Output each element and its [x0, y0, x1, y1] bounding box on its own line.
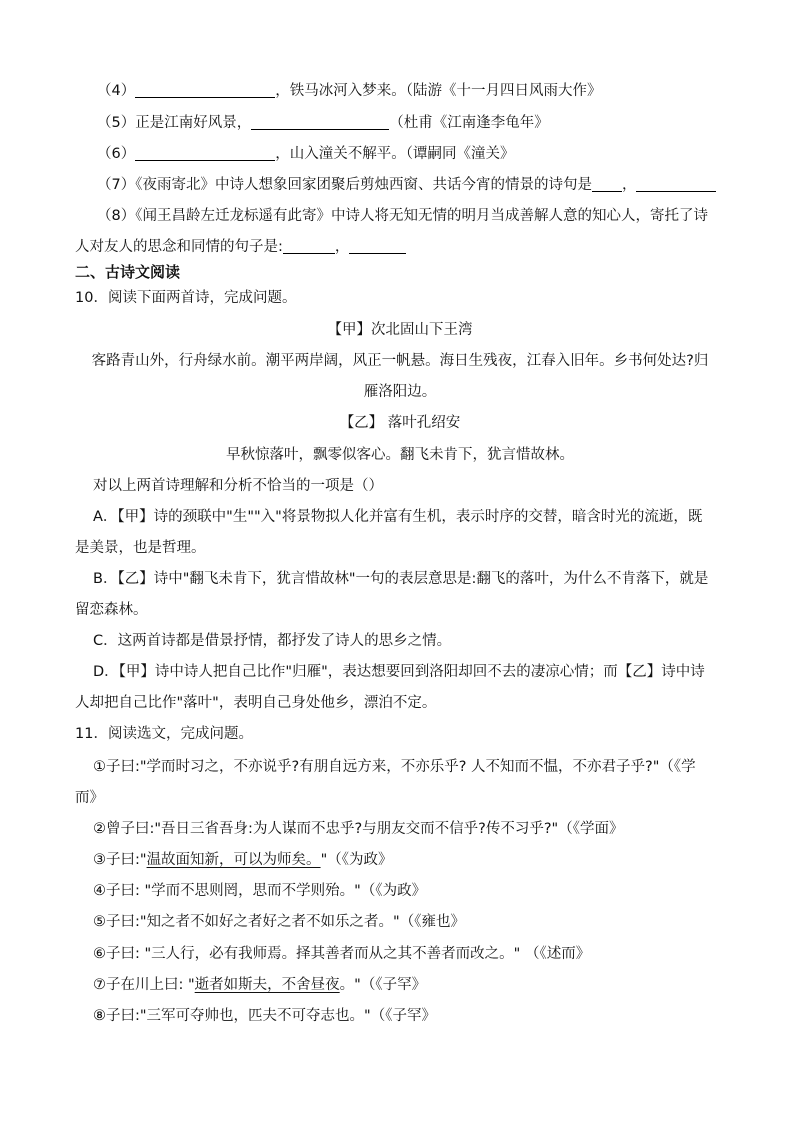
fill-in-item-8-line-1	[97, 205, 708, 227]
fill-in-item-6	[97, 143, 514, 165]
option-d: D．【甲】诗中诗人把自己比作"归雁"，表达想要回到洛阳却回不去的凄凉心情；而【乙】诗中诗	[93, 664, 705, 680]
poem-a-line: 雁洛阳边。	[363, 384, 437, 400]
underlined-phrase: 温故面知新，可以为师矣。	[146, 852, 321, 868]
option-a: A．【甲】诗的颈联中"生""入"将景物拟人化并富有生机，表示时序的交替，暗含时光的流逝，既	[93, 509, 703, 525]
option-a-continued: 是美景，也是哲理。	[75, 540, 206, 556]
excerpt-7	[93, 974, 426, 996]
item-source: （杜甫《江南逢李龟年》	[389, 115, 549, 131]
item-text: 人对友人的思念和同情的句子是:	[75, 239, 283, 255]
blank-separator: ，	[621, 177, 637, 193]
answer-blank	[283, 239, 335, 254]
answer-blank	[349, 239, 406, 254]
option-d-continued: 人却把自己比作"落叶"，表明自己身处他乡，漂泊不定。	[75, 695, 437, 711]
excerpt-1: ①子曰:"学而时习之，不亦说乎?有朋自远方来，不亦乐乎? 人不知而不愠，不亦君子乎?"（《学	[93, 759, 696, 775]
fill-in-item-7	[97, 174, 716, 196]
poem-b-line: 早秋惊落叶，飘零似客心。翻飞未肯下，犹言惜故林。	[226, 447, 574, 463]
excerpt-8: ⑧子曰:"三军可夺帅也，匹夫不可夺志也。"（《子罕》	[93, 1008, 436, 1024]
question-10-prompt: 10．阅读下面两首诗，完成问题。	[75, 290, 297, 306]
excerpt-6: ⑥子曰: "三人行，必有我师焉。择其善者而从之其不善者而改之。" （《述而》	[93, 946, 591, 962]
fill-in-item-8-line-2	[75, 236, 406, 258]
answer-blank	[135, 83, 275, 98]
item-text: （8）《闻王昌龄左迁龙标遥有此寄》中诗人将无知无情的明月当成善解人意的知心人，寄托了诗	[97, 208, 708, 224]
item-label: （6）	[97, 146, 136, 162]
answer-blank	[135, 146, 275, 161]
answer-blank	[592, 177, 622, 192]
option-b: B．【乙】诗中"翻飞未肯下，犹言惜故林"一句的表层意思是:翻飞的落叶，为什么不肯落下，就是	[93, 571, 709, 587]
question-11-prompt: 11．阅读选文，完成问题。	[75, 726, 253, 742]
blank-separator: ，	[334, 239, 350, 255]
answer-blank	[636, 177, 716, 192]
excerpt-3	[93, 849, 392, 871]
option-c: C．这两首诗都是借景抒情，都抒发了诗人的思乡之情。	[93, 633, 452, 649]
question-10-stem: 对以上两首诗理解和分析不恰当的一项是（）	[93, 478, 383, 494]
item-label: （4）	[97, 83, 136, 99]
excerpt-source: "（《为政》	[320, 852, 393, 868]
underlined-phrase: 逝者如斯夫，不舍昼夜	[194, 977, 340, 993]
excerpt-1-continued: 而》	[75, 790, 104, 806]
option-b-continued: 留恋森林。	[75, 602, 148, 618]
poem-a-line: 客路青山外，行舟绿水前。潮平两岸阔，风正一帆悬。海日生残夜，江春入旧年。乡书何处达?归	[91, 353, 709, 369]
excerpt-5: ⑤子曰:"知之者不如好之者好之者不如乐之者。"（《雍也》	[93, 914, 465, 930]
excerpt-4: ④子曰: "学而不思则罔，思而不学则殆。"（《为政》	[93, 883, 427, 899]
section-heading: 二、古诗文阅读	[75, 263, 181, 281]
answer-blank	[251, 115, 389, 130]
excerpt-text: ⑦子在川上曰: "	[93, 977, 195, 993]
poem-a-title: 【甲】次北固山下王湾	[327, 322, 473, 338]
item-text: （7）《夜雨寄北》中诗人想象回家团聚后剪烛西窗、共话今宵的情景的诗句是	[97, 177, 592, 193]
poem-b-title: 【乙】 落叶孔绍安	[339, 415, 461, 431]
excerpt-source: 。"（《子罕》	[339, 977, 427, 993]
fill-in-item-5	[97, 112, 549, 134]
fill-in-item-4	[97, 80, 601, 102]
item-text: （5）正是江南好风景，	[97, 115, 252, 131]
excerpt-text: ③子曰:"	[93, 852, 147, 868]
excerpt-2: ②曾子曰:"吾日三省吾身:为人谋而不忠乎?与朋友交而不信乎?传不习乎?"（《学面》	[93, 821, 624, 837]
item-text: ，铁马冰河入梦来。（陆游《十一月四日风雨大作》	[275, 83, 602, 99]
item-text: ，山入潼关不解平。（谭嗣同《潼关》	[275, 146, 515, 162]
